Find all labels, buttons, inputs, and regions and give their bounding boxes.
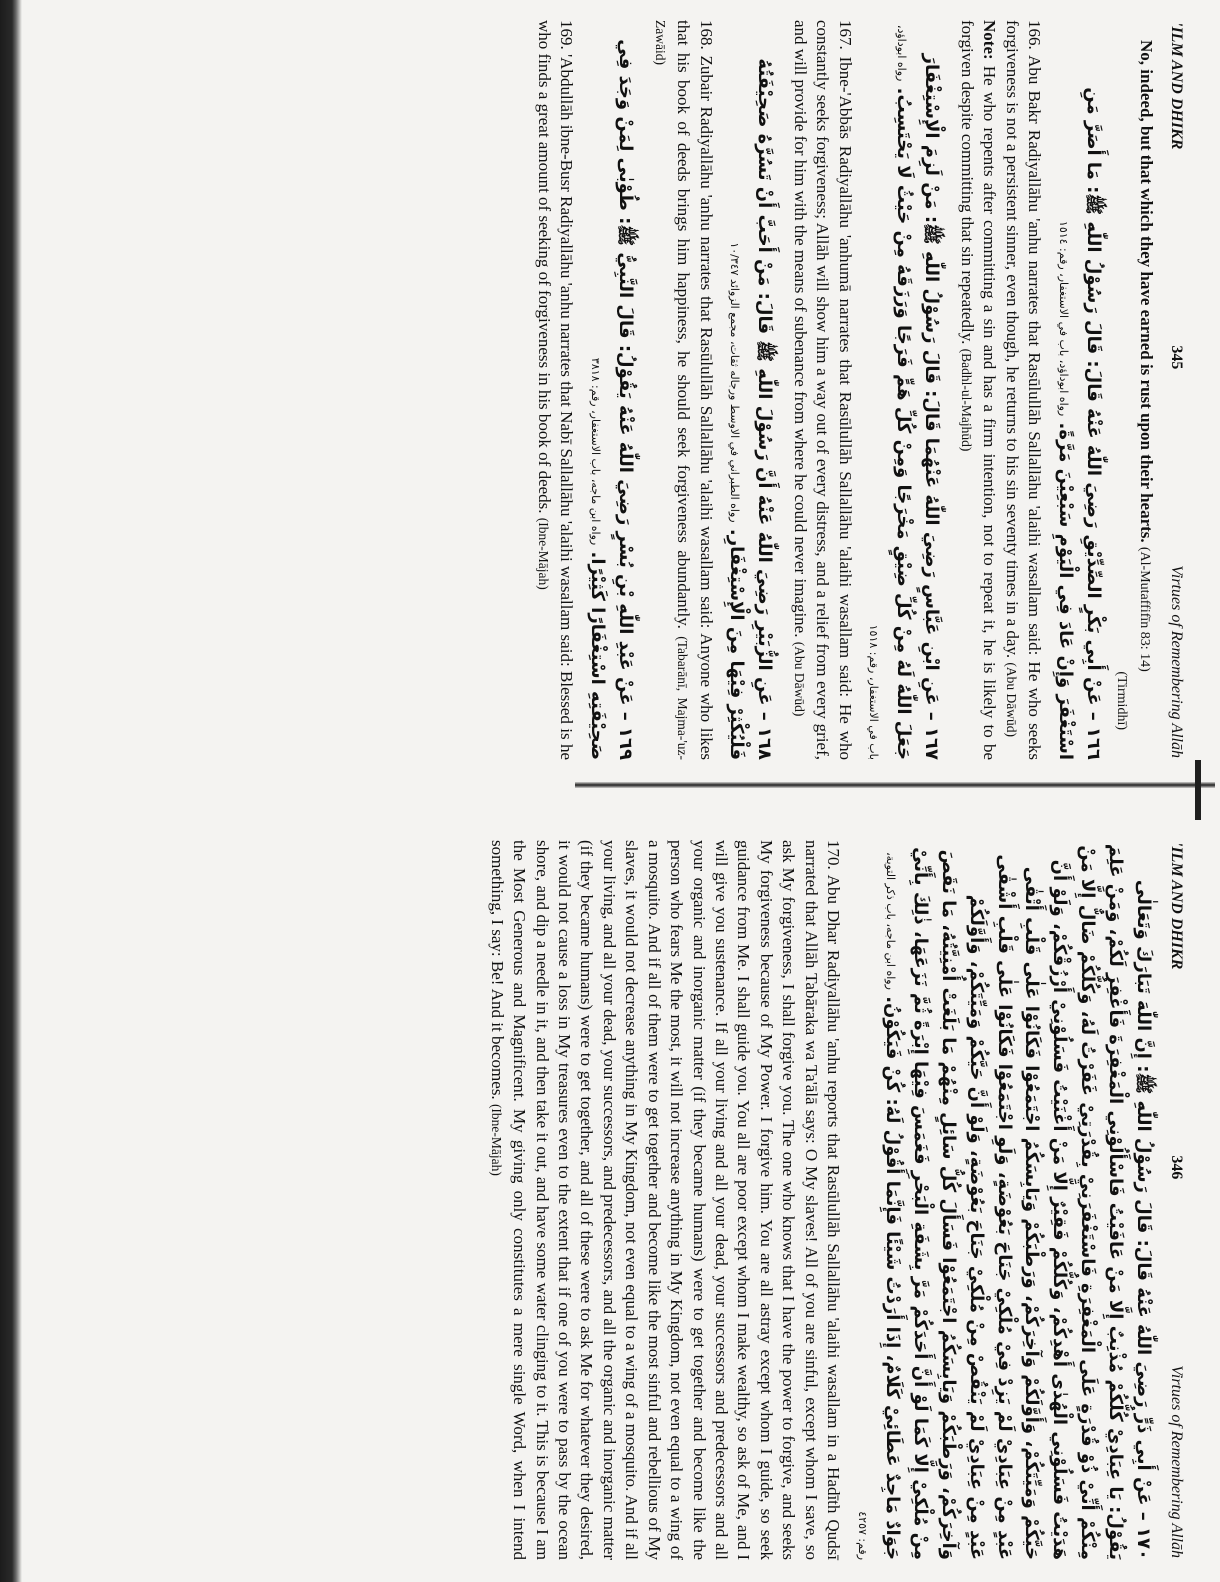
hadith-170-source: (Ibne-Mājah) [488, 1103, 504, 1176]
hadith-170-text: 170. Abu Dhar Radiyallāhu 'anhu reports that Rasūlullāh Sallallāhu 'alaihi wasallam in a Hadīth Qudsī narrated that Allāh Tabāraka wa Ta'ālā says: O My slaves! All of you are sinful, except whom I save, so ask My forgiveness, I shall forgive you. The one who knows that I have the power to forgive, and seeks My forgiveness because of My Power. I forgive him. You are all astray except whom I guide, so seek guidance from Me. I shall guide you. You all are poor except whom I make wealthy, so ask of Me, and I will give you sustenance. If all your living and all your dead, your successors and predecessors and all your organic and inorganic matter (if they became humans) were to get together and become like the person who fears Me the most, it will not increase anything in My Kingdom, not even equal to a wing of a mosquito. And if all of them were to get together and become like the most sinful and rebellious of My slaves, it would not decrease anything in My Kingdom, not even equal to a wing of a mosquito. And if all your living, and all your dead, your successors, and predecessors, and all the organic and inorganic matter (if they became humans) were to get together, and all of these were to ask Me for whatever they desired, it would not cause a loss in My treasures even to the extent that if one of you were to pass by the ocean shore, and dip a needle in it, and then take it out, and have some water clinging to it. This is because I am the Most Generous and Magnificent. My giving only constitutes a mere single Word, when I intend something, I say: Be! And it becomes. [487, 840, 844, 1560]
hadith-170-arabic-text: ١٧٠ – عَنْ أَبِي ذَرٍّ رَضِيَ اللّٰهُ عَنْهُ قَالَ: قَالَ رَسُوْلُ اللّٰهِ ﷺ: إِنَّ اللّٰهَ تَبَارَكَ وَتَعَالٰى يَقُوْلُ: يَا عِبَادِيْ كُلُّكُمْ مُذْنِبٌ إِلَّا مَنْ عَافَيْتُ فَاسْأَلُوْنِي الْمَغْفِرَةَ فَأَغْفِرَ لَكُمْ، وَمَنْ عَلِمَ مِنْكُمْ أَنِّيْ ذُوْ قُدْرَةٍ عَلَى الْمَغْفِرَةِ فَاسْتَغْفَرَنِيْ بِقُدْرَتِيْ غَفَرْتُ لَهُ، وَكُلُّكُمْ ضَالٌّ إِلَّا مَنْ هَدَيْتُ فَسَلُوْنِي الْهُدٰى أَهْدِكُمْ، وَكُلُّكُمْ فَقِيْرٌ إِلَّا مَنْ أَغْنَيْتُ فَسَلُوْنِيْ أَرْزُقْكُمْ، وَلَوْ أَنَّ حَيَّكُمْ وَمَيِّتَكُمْ، وَأَوَّلَكُمْ وَآخِرَكُمْ، وَرَطْبَكُمْ وَيَابِسَكُمُ اجْتَمَعُوْا فَكَانُوْا عَلٰى قَلْبِ أَتْقٰى عَبْدٍ مِنْ عِبَادِيْ لَمْ يَزِدْ فِيْ مُلْكِيْ جَنَاحَ بَعُوْضَةٍ، وَلَوِ اجْتَمَعُوْا فَكَانُوْا عَلٰى قَلْبِ أَشْقٰى عَبْدٍ مِنْ عِبَادِيْ لَمْ يَنْقُصْ مِنْ مُلْكِيْ جَنَاحَ بَعُوْضَةٍ، وَلَوْ أَنَّ حَيَّكُمْ وَمَيِّتَكُمْ، وَأَوَّلَكُمْ وَآخِرَكُمْ، وَرَطْبَكُمْ وَيَابِسَكُمُ اجْتَمَعُوْا فَسَأَلَ كُلُّ سَائِلٍ مِنْهُمْ مَا بَلَغَتْ أُمْنِيَّتُهُ، مَا نَقَصَ مِنْ مُلْكِيْ إِلَّا كَمَا لَوْ أَنَّ أَحَدَكُمْ مَرَّ بِشَفَةِ الْبَحْرِ فَغَمَسَ فِيْهَا إِبْرَةً ثُمَّ نَزَعَهَا، ذٰلِكَ بِأَنِّيْ جَوَادٌ مَاجِدٌ عَطَائِيْ كَلَامٌ، إِذَا أَرَدْتُ شَيْئًا فَإِنَّمَا أَقُوْلُ لَهُ: كُنْ فَيَكُوْنُ. [881, 843, 1154, 1560]
hadith-167-source: (Abu Dāwūd) [791, 641, 807, 717]
running-head-345 [1167, 10, 1185, 770]
quran-source: (Tirmidhī) [1113, 671, 1129, 730]
note-label: Note: [980, 20, 1000, 60]
hadith-167-translation [788, 10, 855, 770]
page-number: 346 [1168, 1155, 1185, 1180]
hadith-170-arabic-ref: رواه ابن ماجه، باب ذكر التوبة، رقم: ٤٢٥٧ [856, 852, 897, 1560]
hadith-168-arabic-text: ١٦٨ – عَنِ الزُّبَيْرِ رَضِيَ اللّٰهُ عَنْهُ أَنَّ رَسُوْلَ اللّٰهِ ﷺ قَالَ: مَنْ أَحَبَّ أَنْ تَسُرَّهُ صَحِيْفَتُهُ فَلْيُكْثِرْ فِيْهَا مِنَ الْإِسْتِغْفَارِ. [726, 58, 776, 760]
scan-edge-shadow [0, 0, 22, 1582]
quran-quote-text: No, indeed, but that which they have earned is rust upon their hearts. [1137, 40, 1156, 543]
hadith-166-arabic-ref: رواه ابوداؤد، باب في الاستغفار، رقم: ١٥١٤ [1056, 220, 1070, 417]
hadith-168-arabic-ref: رواه الطبراني في الاوسط ورجاله ثقات، مجمع الزوائد ١٠/٣٤٧ [728, 242, 742, 523]
hadith-166-source: (Abu Dāwūd) [1003, 662, 1019, 737]
hadith-170-arabic [850, 830, 1157, 1570]
book-gutter [575, 782, 1215, 788]
page-345 [95, 10, 1185, 770]
note-source: (Badhl-ul-Majhūd) [958, 348, 974, 452]
hadith-170-translation [485, 830, 844, 1570]
hadith-168-arabic [723, 10, 779, 770]
running-head-right: Virtues of Remembering Allāh [1168, 1365, 1185, 1558]
hadith-169-arabic-ref: رواه ابن ماجه، باب الاستغفار، رقم: ٣٨١٨ [589, 357, 603, 546]
hadith-166-arabic-text: ١٦٦ – عَنْ أَبِي بَكْرٍ الصِّدِّيْقِ رَضِيَ اللّٰهُ عَنْهُ قَالَ: قَالَ رَسُوْلُ اللّٰهِ ﷺ: مَا أَصَرَّ مَنِ اسْتَغْفَرَ وَإِنْ عَادَ فِي الْيَوْمِ سَبْعِيْنَ مَرَّةً. [1054, 87, 1104, 760]
hadith-169-source: (Ibne-Mājah) [535, 517, 551, 590]
page-number: 345 [1168, 345, 1185, 370]
book-spine-mark [1195, 760, 1201, 820]
hadith-169-translation [533, 10, 578, 770]
note-text: He who repents after committing a sin and has a firm intention, not to repeat it, he is likely to be forgiven despite committing that sin repeatedly. [957, 20, 1000, 761]
quran-ref: (Al-Mutaffifīn 83: 14) [1137, 546, 1152, 672]
page-346 [95, 830, 1185, 1570]
quran-quote [1135, 10, 1157, 770]
hadith-166-text: 166. Abu Bakr Radiyallāhu 'anhu narrates that Rasūlullāh Sallallāhu 'alaihi wasallam said: He who seeks forgiveness is not a persistent sinner, even though, he returns to his sin seventy times in a day. [1002, 20, 1045, 760]
hadith-168-source: (Tabarānī, Majma-'uz-Zawāid) [652, 20, 691, 760]
hadith-169-arabic [583, 10, 639, 770]
hadith-168-translation [649, 10, 716, 770]
running-head-346 [1167, 830, 1185, 1570]
hadith-166-translation [955, 10, 1045, 770]
hadith-169-arabic-text: ١٦٩ – عَنْ عَبْدِ اللّٰهِ بْنِ بُسْرٍ رَضِيَ اللّٰهُ عَنْهُ يَقُوْلُ: قَالَ النَّبِيُّ ﷺ: طُوْبٰى لِمَنْ وَجَدَ فِي صَحِيْفَتِهِ اسْتِغْفَارًا كَثِيْرًا. [587, 39, 637, 760]
hadith-167-arabic-ref: رواه ابوداؤد، باب في الاستغفار، رقم: ١٥١٨ [867, 24, 909, 760]
hadith-169-text: 169. 'Abdullāh ibne-Busr Radiyallāhu 'anhu narrates that Nabī Sallallāhu 'alaihi wasallam said: Blessed is he who finds a great amount of seeking of forgiveness in his book of deeds. [534, 20, 577, 760]
hadith-168-text: 168. Zubair Radiyallāhu 'anhu narrates that Rasūlullāh Sallallāhu 'alaihi wasallam said: Anyone who likes that his book of deeds brings him happiness, he should seek forgiveness abundantly. [674, 20, 716, 760]
running-head-right: Virtues of Remembering Allāh [1168, 565, 1185, 758]
running-head-left: 'ILM AND DHIKR [1168, 842, 1185, 970]
hadith-166-arabic [1051, 10, 1107, 770]
hadith-167-text: 167. Ibne-'Abbās Radiyallāhu 'anhumā narrates that Rasūlullāh Sallallāhu 'alaihi wasallam said: He who constantly seeks forgiveness; Allāh will show him a way out of every distress, and a relief from every grief, and will provide for him with the means of subenance from where he could never imagine. [790, 20, 855, 760]
running-head-left: 'ILM AND DHIKR [1168, 22, 1185, 150]
hadith-167-arabic [862, 10, 946, 770]
hadith-167-arabic-text: ١٦٧ – عَنِ ابْنِ عَبَّاسٍ رَضِيَ اللّٰهُ عَنْهُمَا قَالَ: قَالَ رَسُوْلُ اللّٰهِ ﷺ: مَنْ لَزِمَ الْإِسْتِغْفَارَ جَعَلَ اللّٰهُ لَهُ مِنْ كُلِّ ضِيْقٍ مَخْرَجًا وَمِنْ كُلِّ هَمٍّ فَرَجًا وَرَزَقَهُ مِنْ حَيْثُ لَا يَحْتَسِبُ. [893, 53, 943, 760]
